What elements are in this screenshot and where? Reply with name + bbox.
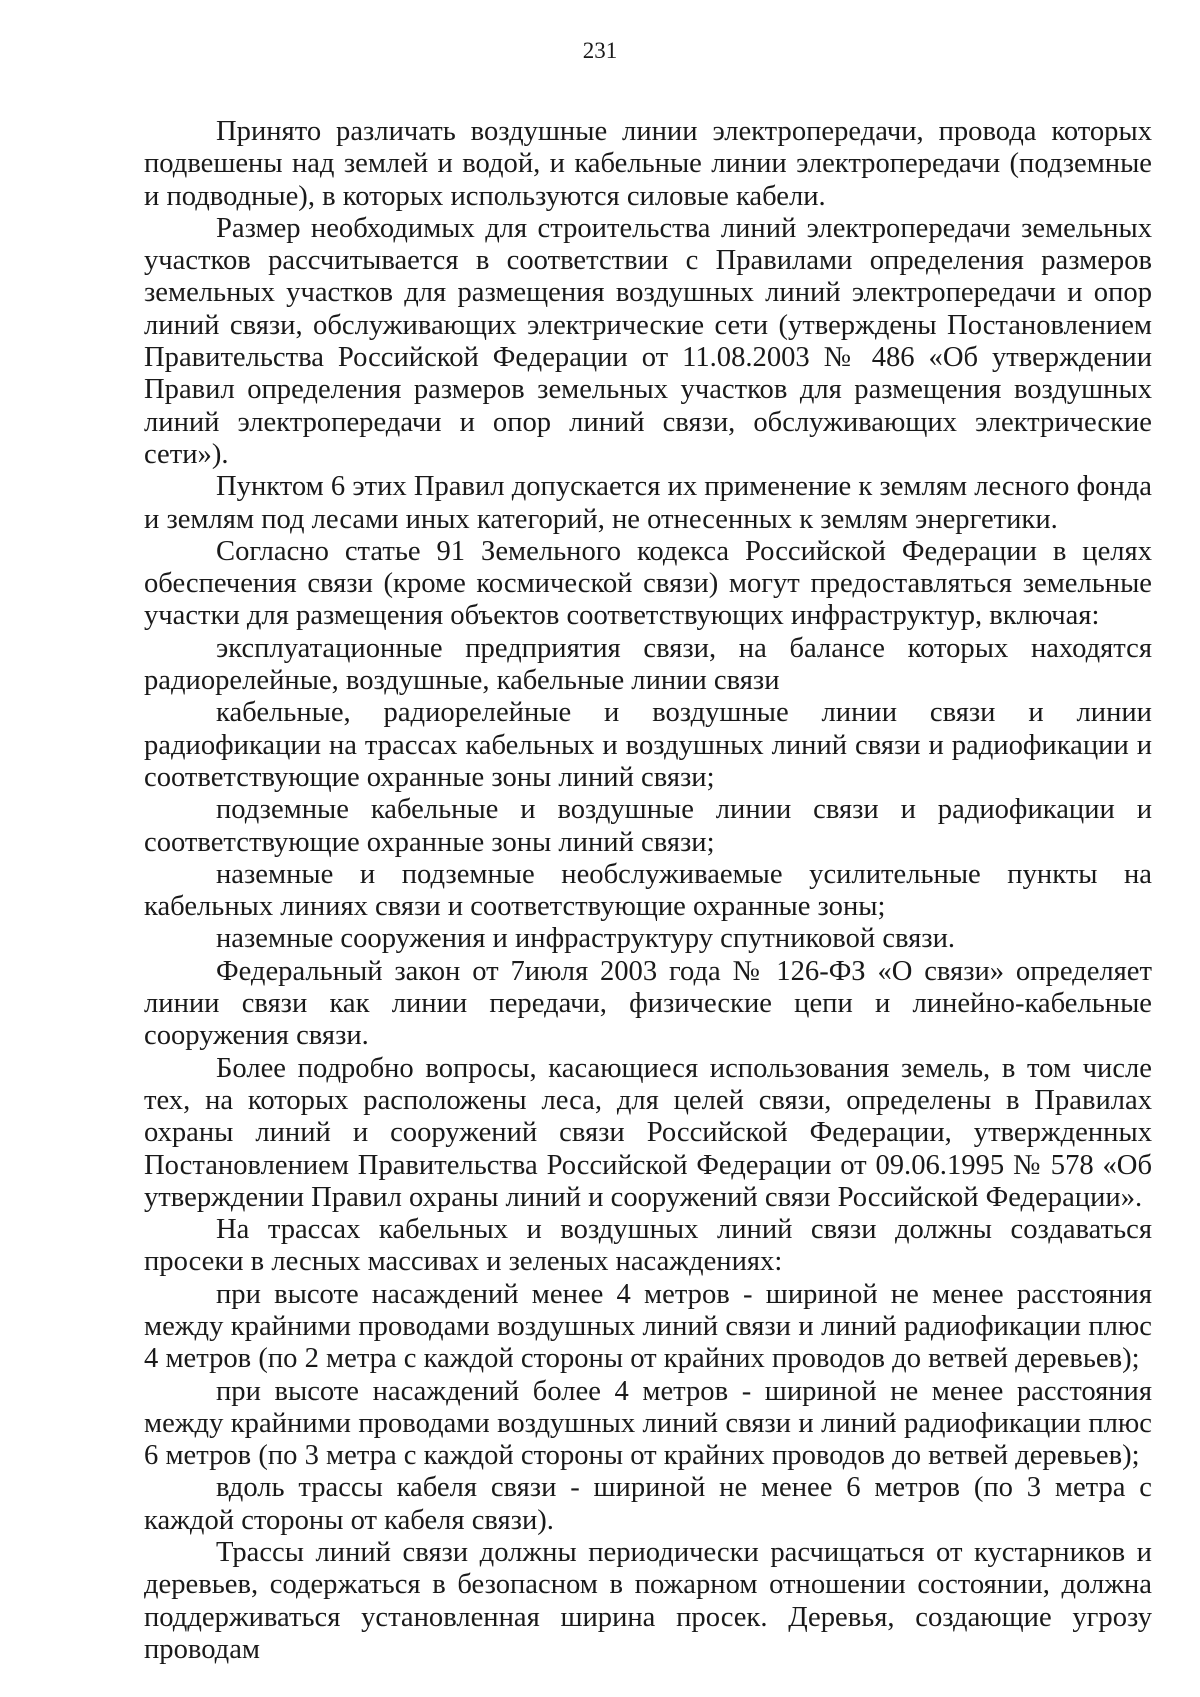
paragraph: Трассы линий связи должны периодически расчищаться от кустарников и деревьев, содержаться в безопасном в пожарном отношении состоянии, должна поддерживаться установленная ширина просек. Деревья, создающие угрозу проводам [144, 1537, 1152, 1665]
paragraph: Согласно статье 91 Земельного кодекса Российской Федерации в целях обеспечения связи (кроме космической связи) могут предоставляться земельные участки для размещения объектов соответствующих инфраструктур, включая: [144, 535, 1152, 632]
paragraph: Пунктом 6 этих Правил допускается их применение к землям лесного фонда и землям под лесами иных категорий, не отнесенных к землям энергетики. [144, 471, 1152, 535]
list-item-paragraph: кабельные, радиорелейные и воздушные линии связи и линии радиофикации на трассах кабельных и воздушных линий связи и радиофикации и соответствующие охранные зоны линий связи; [144, 697, 1152, 793]
list-item-paragraph: при высоте насаждений более 4 метров - шириной не менее расстояния между крайними проводами воздушных линий связи и линий радиофикации плюс 6 метров (по 3 метра с каждой стороны от крайних проводов до ветвей деревьев); [144, 1375, 1152, 1472]
paragraph: Размер необходимых для строительства линий электропередачи земельных участков рассчитывается в соответствии с Правилами определения размеров земельных участков для размещения воздушных линий электропередачи и опор линий связи, обслуживающих электрические сети (утверждены Постановлением Правительства Российской Федерации от 11.08.2003 № 486 «Об утверждении Правил определения размеров земельных участков для размещения воздушных линий электропередачи и опор линий связи, обслуживающих электрические сети»). [144, 212, 1152, 470]
list-item-paragraph: наземные сооружения и инфраструктуру спутниковой связи. [216, 923, 956, 955]
paragraph: Федеральный закон от 7июля 2003 года № 126-ФЗ «О связи» определяет линии связи как линии передачи, физические цепи и линейно-кабельные сооружения связи. [144, 955, 1152, 1052]
list-item-paragraph: наземные и подземные необслуживаемые усилительные пункты на кабельных линиях связи и соответствующие охранные зоны; [144, 858, 1152, 923]
list-item-paragraph: подземные кабельные и воздушные линии связи и радиофикации и соответствующие охранные зоны линий связи; [144, 794, 1152, 858]
list-item-paragraph: эксплуатационные предприятия связи, на балансе которых находятся радиорелейные, воздушные, кабельные линии связи [144, 632, 1152, 697]
list-item-paragraph: вдоль трассы кабеля связи - шириной не менее 6 метров (по 3 метра с каждой стороны от кабеля связи). [144, 1472, 1152, 1536]
paragraph: Принято различать воздушные линии электропередачи, провода которых подвешены над землей и водой, и кабельные линии электропередачи (подземные и подводные), в которых используются силовые кабели. [144, 116, 1152, 212]
document-body [144, 116, 1152, 1666]
paragraph: Более подробно вопросы, касающиеся использования земель, в том числе тех, на которых расположены леса, для целей связи, определены в Правилах охраны линий и сооружений связи Российской Федерации, утвержденных Постановлением Правительства Российской Федерации от 09.06.1995 № 578 «Об утверждении Правил охраны линий и сооружений связи Российской Федерации». [144, 1052, 1152, 1213]
page-number: 231 [582, 38, 618, 63]
list-item-paragraph: при высоте насаждений менее 4 метров - шириной не менее расстояния между крайними проводами воздушных линий связи и линий радиофикации плюс 4 метров (по 2 метра с каждой стороны от крайних проводов до ветвей деревьев); [144, 1278, 1152, 1375]
paragraph: На трассах кабельных и воздушных линий связи должны создаваться просеки в лесных массивах и зеленых насаждениях: [144, 1214, 1152, 1278]
